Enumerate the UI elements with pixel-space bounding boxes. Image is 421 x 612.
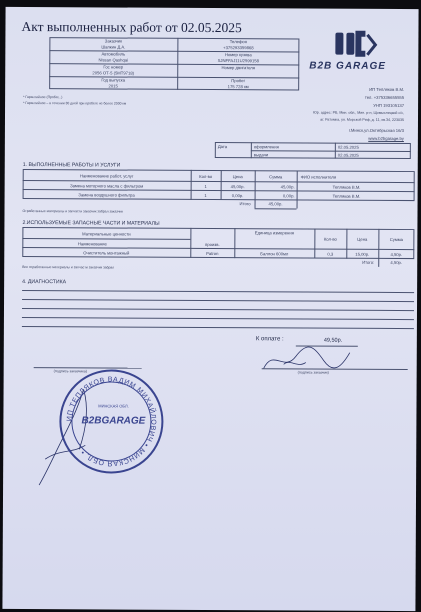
section2-title: 2.ИСПОЛЬЗУЕМЫЕ ЗАПАСНЫЕ ЧАСТИ И МАТЕРИАЛЫ xyxy=(22,220,160,227)
materials-total-label: Итого: xyxy=(362,259,375,265)
materials-row-1-name: Очиститель монтажный xyxy=(83,250,130,256)
date-block xyxy=(215,142,411,159)
customer-signature-caption: (подпись заказчика) xyxy=(53,369,87,374)
works-row-1-qty: 1 xyxy=(204,183,207,189)
payment-label: К оплате : xyxy=(255,336,284,343)
diagnostics-line-1 xyxy=(22,290,414,293)
works-row-1-performer: Тепляков В.М. xyxy=(332,184,361,190)
date-issue-label: оформления xyxy=(253,144,279,150)
works-row-2-price: 0,00р. xyxy=(231,193,244,199)
materials-header-unit: Единица измерения xyxy=(254,230,294,236)
company-name: ИП Тепляков В.М. xyxy=(369,86,405,93)
works-row-2-name: Замена воздушного фильтра xyxy=(78,192,135,198)
label-phone: Телефон xyxy=(229,39,248,45)
works-row-2-qty: 1 xyxy=(204,192,207,198)
works-header-name: Наименование работ, услуг xyxy=(79,173,134,179)
materials-table xyxy=(22,227,414,267)
works-header-price: Цена xyxy=(232,174,243,180)
stamp-sub-text: МИНСКАЯ ОБЛ. xyxy=(98,403,129,409)
page-title: Акт выполненных работ от 02.05.2025 xyxy=(21,19,242,36)
contractor-signature-icon xyxy=(254,338,354,379)
materials-row-1-maker: Patron xyxy=(206,250,219,257)
document-page xyxy=(2,7,418,611)
materials-total-value: 4,50р. xyxy=(390,259,403,266)
materials-header-values: Материальные ценности xyxy=(82,231,131,237)
works-header-sum: Сумма xyxy=(269,174,283,180)
works-header-performer: ФИО исполнителя xyxy=(300,174,337,180)
date-delivery-value: 02.05.2025 xyxy=(337,152,359,158)
company-address-1: Юр. адрес: РБ, Мин. обл., Мин. р-н, Щомыслицкий с/с, xyxy=(313,110,405,116)
logo-text: B2B GARAGE xyxy=(309,60,386,72)
materials-row-1-price: 15,00р. xyxy=(355,251,370,257)
company-logo xyxy=(305,26,405,73)
materials-row-1-unit: Баллон 600мл xyxy=(260,251,289,257)
logo-mark-icon xyxy=(305,26,405,61)
company-phone: тел. +375336655555 xyxy=(364,94,405,101)
materials-subheader-name: Наименование xyxy=(77,241,107,247)
materials-header-price: Цена xyxy=(357,236,368,242)
company-site[interactable]: www.b2bgarage.by xyxy=(368,135,404,142)
diagnostics-line-3 xyxy=(22,308,414,311)
materials-header-qty: Кол-во xyxy=(323,236,337,242)
value-customer: Шапкин Д.А. xyxy=(101,44,126,50)
date-label: Дата xyxy=(217,144,228,150)
works-row-1-name: Замена моторного масла с фильтром xyxy=(70,183,144,189)
company-address-2: аг. Ратомка, ул. Морской Риф, д. 11, кв.34, 223035 xyxy=(320,117,405,123)
works-row-1-sum: 45,00р. xyxy=(280,184,295,190)
section1-title: 1. ВЫПОЛНЕННЫЕ РАБОТЫ И УСЛУГИ xyxy=(22,162,121,169)
works-header-qty: Кол-во xyxy=(199,173,213,180)
header-note-2: * Гарантийное – в течении 30 дней при пробеге не более 2000 км xyxy=(23,101,127,106)
company-address-3: г.Минск,ул.Октябрьская 16/3 xyxy=(348,127,404,134)
section4-title: 4. ДИАГНОСТИКА xyxy=(22,279,67,286)
works-row-1-price: 45,00р. xyxy=(230,184,245,190)
label-car: Автомобиль xyxy=(101,51,126,57)
company-unp: УНП 193105137 xyxy=(373,102,405,109)
value-vin: SJNFFAJ11U2599158 xyxy=(217,58,259,64)
materials-subheader-maker: произв. xyxy=(205,241,220,248)
company-stamp xyxy=(59,369,164,474)
diagnostics-line-4 xyxy=(22,317,414,320)
diagnostics-line-2 xyxy=(22,299,414,302)
materials-row-1-qty: 0,3 xyxy=(327,251,334,257)
value-car: Nissan Qashqai xyxy=(98,57,129,63)
date-delivery-label: выдачи xyxy=(253,152,269,158)
header-note-1: * Гарантийное (Пробег...) xyxy=(23,95,63,100)
label-vin: Номер кузова xyxy=(224,52,252,58)
diagnostics-line-5 xyxy=(22,326,414,329)
label-plate: Гос номер xyxy=(103,64,124,70)
value-phone: +375293359868 xyxy=(223,45,254,51)
works-table xyxy=(23,169,415,209)
value-year: 2015 xyxy=(108,83,118,89)
svg-text:ИП ТЕПЛЯКОВ ВАДИМ МИХАЙЛОВИЧ •: ИП ТЕПЛЯКОВ ВАДИМ МИХАЙЛОВИЧ • МИНСКАЯ ОБЛ. • xyxy=(66,376,157,467)
label-customer: Заказчик xyxy=(104,38,123,44)
works-total-value: 45,00р. xyxy=(268,201,283,207)
works-row-2-performer: Тепляков В.М. xyxy=(332,193,361,199)
value-mileage: 175 728 км xyxy=(227,84,249,90)
value-plate: 2056 ОТ-5 (5МТ9718) xyxy=(92,70,135,76)
payment-value: 49,50р. xyxy=(323,337,343,344)
date-issue-value: 02.05.2025 xyxy=(337,144,359,150)
materials-header-sum: Сумма xyxy=(389,236,403,243)
materials-row-1-sum: 4,50р. xyxy=(390,251,403,258)
label-year: Год выпуска xyxy=(101,77,126,83)
customer-signature-line xyxy=(34,367,142,369)
works-row-2-sum: 0,00р. xyxy=(282,193,295,199)
works-total-label: Итого xyxy=(239,201,251,207)
materials-note: Все отработанные материалы и запчасти заказчик забрал xyxy=(22,265,115,270)
label-mileage: Пробег xyxy=(231,78,246,84)
contractor-signature-caption: (подпись заказчик) xyxy=(297,370,329,375)
header-grid xyxy=(49,37,299,90)
label-engine: Номер двигателя xyxy=(221,65,256,71)
stamp-center-text: B2BGARAGE xyxy=(81,415,146,427)
works-note: Отработанные материалы и запчасти заказчик забрал заказчик xyxy=(22,209,123,214)
